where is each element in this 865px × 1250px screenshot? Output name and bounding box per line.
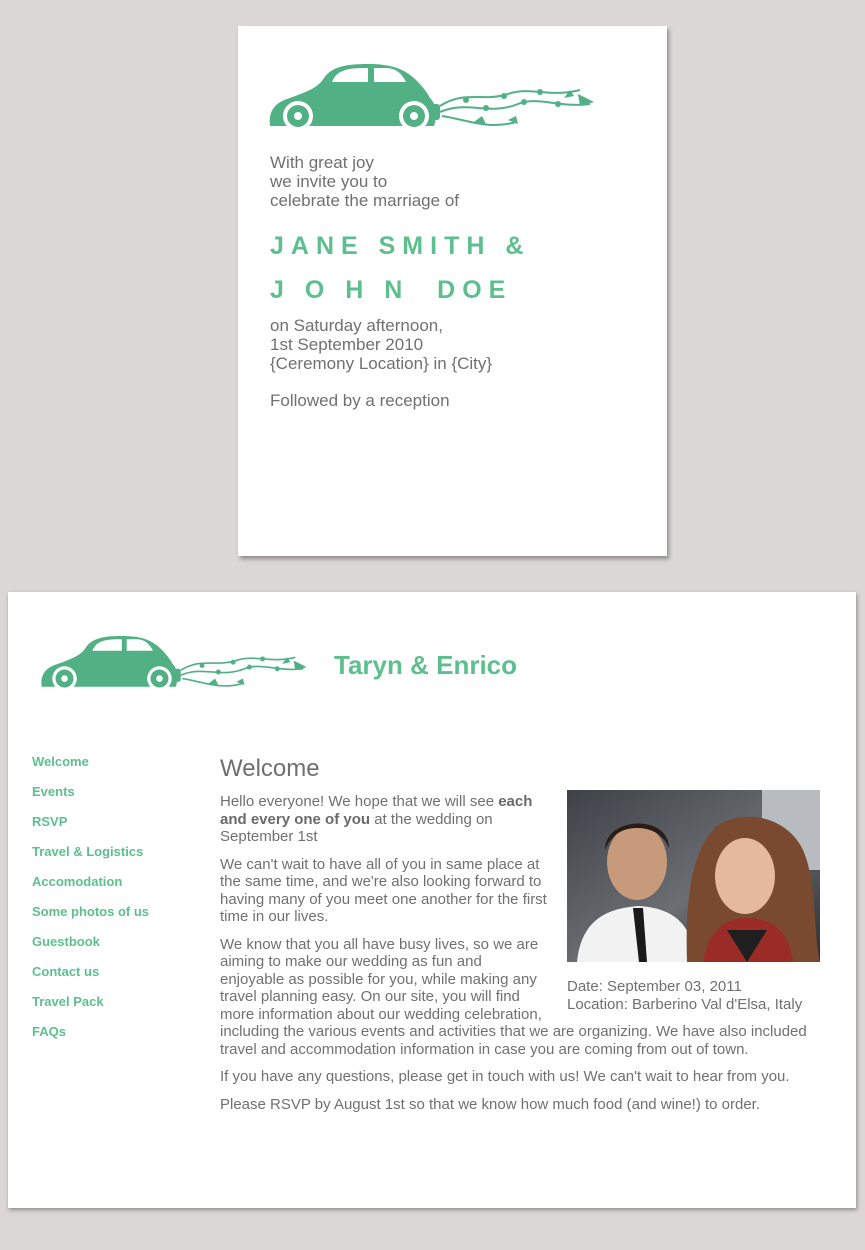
ceremony-line: 1st September 2010 — [270, 335, 424, 354]
bride-name: JANE SMITH & — [270, 232, 531, 260]
text-span: at the wedding on September 1st — [220, 810, 493, 845]
reception-note: Followed by a reception — [270, 391, 450, 410]
nav-item-guestbook[interactable]: Guestbook — [32, 934, 100, 949]
nav-item-events[interactable]: Events — [32, 784, 75, 799]
intro-line: celebrate the marriage of — [270, 191, 459, 210]
page-title: Welcome — [220, 755, 320, 782]
nav-item-travel-pack[interactable]: Travel Pack — [32, 994, 104, 1009]
welcome-paragraph: If you have any questions, please get in touch with us! We can't wait to hear from you. — [220, 1068, 790, 1085]
invitation-intro — [270, 153, 459, 210]
wedding-website — [8, 592, 856, 1208]
nav-item-welcome[interactable]: Welcome — [32, 754, 89, 769]
intro-line: we invite you to — [270, 172, 388, 191]
photo-block — [567, 790, 820, 1014]
welcome-paragraph: We know that you all have busy lives, so we are aiming to make our wedding as fun and enjoyable as possible for you, while making any travel planning easy. On our site, you will find more information about our wedding celebration, including the various events and activities that we are organizing. We have also included travel and accommodation information in case you are coming from out of town. — [220, 935, 807, 1058]
site-title: Taryn & Enrico — [334, 650, 518, 680]
vintage-car-logo — [40, 632, 310, 694]
nav-item-faqs[interactable]: FAQs — [32, 1024, 66, 1039]
photo-caption — [567, 978, 820, 1014]
ceremony-details — [270, 316, 492, 373]
nav-item-photos[interactable]: Some photos of us — [32, 904, 149, 919]
photo-location: Location: Barberino Val d'Elsa, Italy — [567, 996, 803, 1013]
ceremony-line: on Saturday afternoon, — [270, 316, 443, 335]
couple-photo — [567, 790, 820, 962]
nav-item-contact[interactable]: Contact us — [32, 964, 100, 979]
nav-item-rsvp[interactable]: RSVP — [32, 814, 68, 829]
invitation-card — [238, 26, 667, 556]
main-content — [220, 754, 820, 1123]
photo-date: Date: September 03, 2011 — [567, 978, 742, 995]
vintage-car-logo — [268, 60, 598, 134]
welcome-paragraph: We can't wait to have all of you in same place at the same time, and we're also looking forward to having many of you meet one another for the first time in our lives. — [220, 855, 547, 925]
emphasis-text: each and every one of you — [220, 793, 533, 828]
sidebar-nav — [32, 754, 149, 1054]
ceremony-line: {Ceremony Location} in {City} — [270, 354, 493, 373]
text-span: Hello everyone! We hope that we will see — [220, 793, 499, 810]
welcome-paragraph: Please RSVP by August 1st so that we know how much food (and wine!) to order. — [220, 1095, 761, 1113]
intro-line: With great joy — [270, 153, 374, 172]
nav-item-travel-logistics[interactable]: Travel & Logistics — [32, 844, 144, 859]
nav-item-accomodation[interactable]: Accomodation — [32, 874, 123, 889]
groom-name: J O H N DOE — [270, 276, 513, 304]
couple-names — [270, 224, 530, 312]
